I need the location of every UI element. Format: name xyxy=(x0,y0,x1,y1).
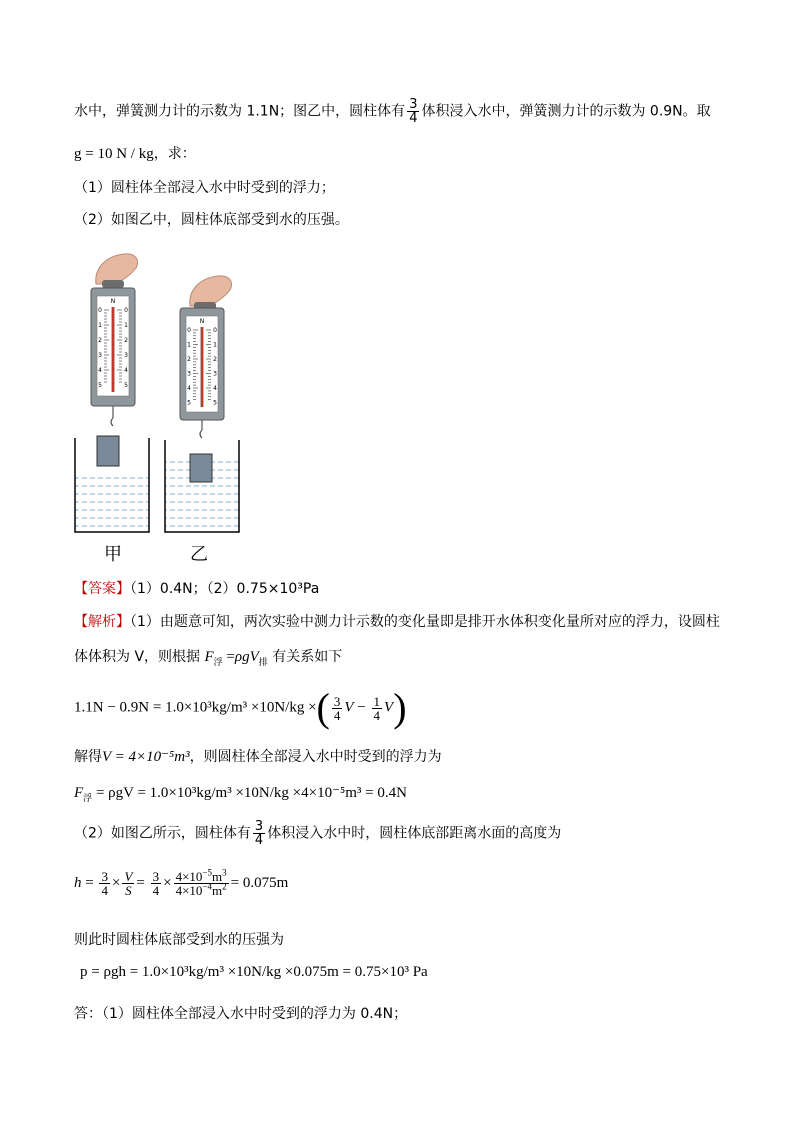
scale-tick-label: 4 xyxy=(187,385,191,392)
spring-scale-left xyxy=(91,288,135,426)
question-text: 水中，弹簧测力计的示数为 1.1N；图乙中，圆柱体有 xyxy=(74,103,406,120)
scale-tick-label: 5 xyxy=(124,382,128,389)
equation-3: h = $\frac{3}{4}$ × $\frac{V}{S}$ = $\frac{3}{4}$ × $\frac{4\times 10^{-5}m^3}{4\times 10^{-4}m^2}$ = 0.075m xyxy=(74,867,289,898)
scale-tick-label: 1 xyxy=(213,341,217,349)
scale-tick-label: 3 xyxy=(213,370,217,378)
question-line-1 xyxy=(74,98,711,125)
gravity-constant: g = 10 N / kg xyxy=(74,146,154,162)
question-part-2: （2）如图乙中，圆柱体底部受到水的压强。 xyxy=(74,212,349,228)
buoyancy-formula: $F_浮 =\rho gV_排$ xyxy=(204,649,268,667)
analysis-line-3: （2）如图乙所示，圆柱体有 $\frac{3}{4}$ 体积浸入水中时，圆柱体底部距离水面的高度为 xyxy=(74,819,562,848)
hand-icon-right xyxy=(190,276,232,310)
scale-tick-label: 0 xyxy=(98,307,102,314)
scale-tick-label: 1 xyxy=(187,341,191,349)
scale-tick-label: 5 xyxy=(98,382,102,389)
fraction-three-quarters: $\frac{3}{4}$ xyxy=(409,97,418,126)
question-line-2: g = 10 N / kg，求： xyxy=(74,146,196,162)
analysis-line-4: 则此时圆柱体底部受到水的压强为 xyxy=(74,932,284,948)
answer-tag: 【答案】 xyxy=(74,581,130,597)
analysis-tag: 【解析】 xyxy=(74,614,130,630)
scale-tick-label: 2 xyxy=(187,356,191,363)
beaker-right xyxy=(165,440,239,532)
figure-label-yi: 乙 xyxy=(190,544,208,565)
scale-tick-label: 1 xyxy=(98,322,102,329)
analysis-line-2: 体体积为 V，则根据 $F_浮 =\rho gV_排$ 有关系如下 xyxy=(74,649,343,667)
scale-tick-label: 4 xyxy=(98,367,102,374)
spring-scale-right xyxy=(180,308,224,438)
question-part-1: （1）圆柱体全部浸入水中时受到的浮力； xyxy=(74,180,335,196)
scale-tick-label: 2 xyxy=(124,337,128,344)
svg-text:N: N xyxy=(199,318,205,325)
equation-1: 1.1N − 0.9N = 1.0×10³kg/m³ ×10N/kg ×( $\frac{3}{4}$ V − $\frac{1}{4}$ V) xyxy=(74,685,407,730)
scale-tick-label: 0 xyxy=(124,307,128,314)
scale-tick-label: 2 xyxy=(98,337,102,344)
scale-tick-label: 1 xyxy=(124,322,128,329)
scale-tick-label: 3 xyxy=(187,370,191,378)
beaker-left xyxy=(75,436,149,532)
scale-tick-label: 3 xyxy=(98,352,102,359)
scale-tick-label: 4 xyxy=(124,367,128,374)
answer-text: （1）0.4N；（2）0.75×10³Pa xyxy=(130,581,320,597)
equation-4: p = ρgh = 1.0×10³kg/m³ ×10N/kg ×0.075m = 0.75×10³ Pa xyxy=(80,964,428,980)
analysis-line-1: 【解析】（1）由题意可知，两次实验中测力计示数的变化量即是排开水体积变化量所对应的浮力，设圆柱 xyxy=(74,614,720,630)
final-answer-line: 答：（1）圆柱体全部浸入水中时受到的浮力为 0.4N； xyxy=(74,1006,408,1022)
figure-label-jia: 甲 xyxy=(104,544,122,565)
scale-tick-label: 3 xyxy=(124,352,128,359)
hand-icon-left xyxy=(96,254,138,288)
scale-tick-label: 0 xyxy=(213,327,217,334)
analysis-line-solve: 解得V = 4×10⁻⁵m³，则圆柱体全部浸入水中时受到的浮力为 xyxy=(74,749,442,765)
equation-2: $F_浮 = \rho gV = 1.0\times 10^3kg/m^3 \times 10N/kg \times 4\times 10^{-5}m^3 = 0.4N$ xyxy=(74,785,407,803)
figure-illustration xyxy=(66,250,256,565)
scale-tick-label: 5 xyxy=(187,399,191,407)
scale-tick-label: 0 xyxy=(187,327,191,334)
svg-text:N: N xyxy=(110,298,116,305)
scale-tick-label: 5 xyxy=(213,399,217,407)
spring-scale-figure xyxy=(66,250,256,569)
scale-tick-label: 4 xyxy=(213,385,217,392)
question-text: 体积浸入水中，弹簧测力计的示数为 0.9N。取 xyxy=(421,103,711,120)
answer-line xyxy=(74,578,319,598)
scale-tick-label: 2 xyxy=(213,356,217,363)
